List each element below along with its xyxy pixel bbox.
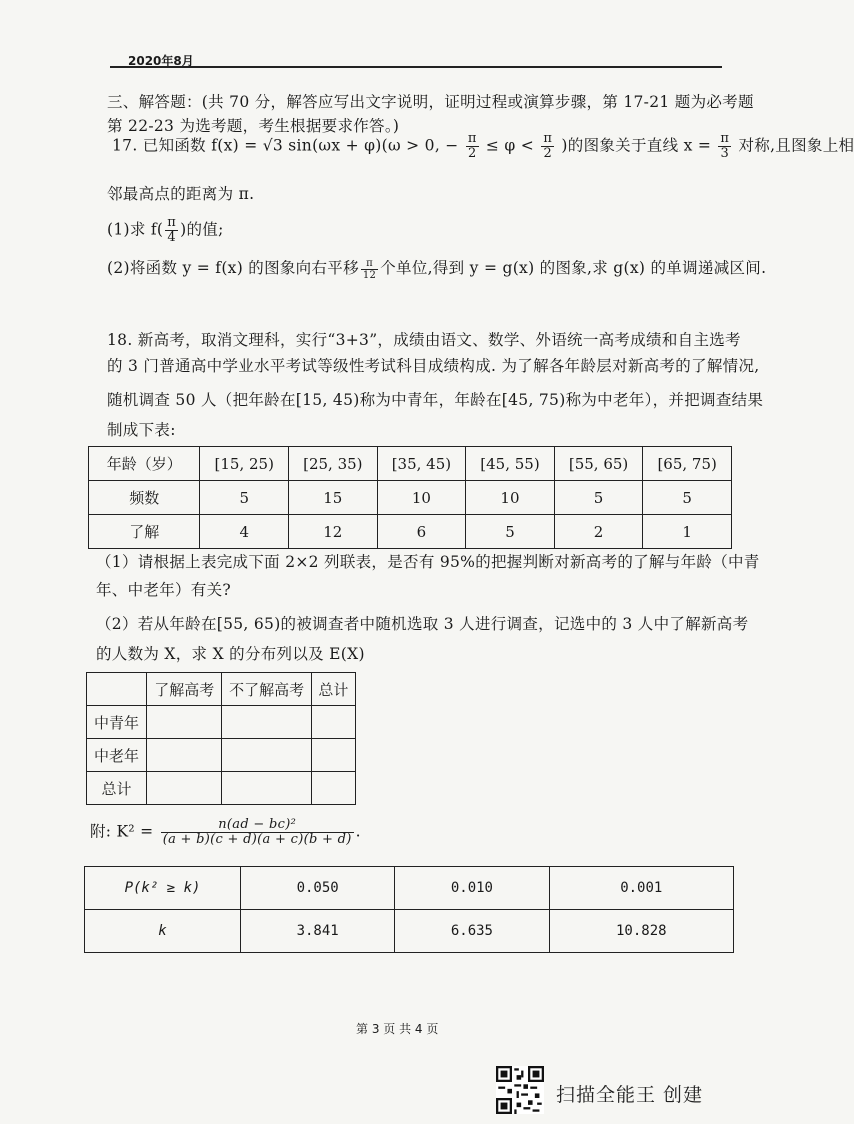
table-cell: 中青年 — [87, 706, 147, 739]
table-cell: 15 — [289, 481, 378, 515]
table-cell: [15, 25) — [200, 447, 289, 481]
table-cell: 10.828 — [549, 910, 733, 953]
table-cell — [146, 706, 222, 739]
q17-stem — [112, 132, 854, 161]
q17-frac-pi-over-2-a — [466, 132, 479, 161]
formula-denominator: (a + b)(c + d)(a + c)(b + d) — [162, 832, 352, 847]
frac-num: π — [361, 258, 378, 270]
table-cell: 3.841 — [241, 910, 395, 953]
frac-num: π — [720, 131, 730, 146]
q18-line3: 随机调查 50 人（把年龄在[15, 45)称为中青年，年龄在[45, 75)称为中老年），并把调查结果 — [107, 391, 764, 409]
table-cell: 6 — [377, 515, 466, 549]
q18-line2: 的 3 门普通高中学业水平考试等级性考试科目成绩构成. 为了解各年龄层对新高考的了解情况, — [107, 357, 760, 375]
table-cell — [222, 739, 311, 772]
table-cell: 5 — [554, 481, 643, 515]
table-cell: 5 — [643, 481, 732, 515]
frac-den: 2 — [467, 146, 477, 161]
q17-stem-part1: 17. 已知函数 f(x) = √3 sin(ωx + φ)(ω > 0, − — [112, 136, 459, 155]
table-row — [87, 739, 356, 772]
frac-num: π — [543, 131, 553, 146]
q17-frac-pi-over-4 — [165, 216, 178, 245]
frac-den: 3 — [720, 146, 730, 161]
table-row — [89, 447, 732, 481]
section-heading-line1: 三、解答题：(共 70 分，解答应写出文字说明，证明过程或演算步骤，第 17-21 题为必考题 — [107, 93, 754, 111]
formula-end: . — [355, 822, 361, 841]
q17-frac-pi-over-2-b — [541, 132, 554, 161]
table-row — [87, 772, 356, 805]
table-cell: [55, 65) — [554, 447, 643, 481]
table-cell: P(k² ≥ k) — [85, 867, 241, 910]
table-cell: 0.050 — [241, 867, 395, 910]
frac-num: π — [167, 215, 177, 230]
table-cell: 年龄（岁） — [89, 447, 200, 481]
frac-den: 2 — [543, 146, 553, 161]
table-cell: [35, 45) — [377, 447, 466, 481]
table-cell: 中老年 — [87, 739, 147, 772]
formula-prefix: 附: K² = — [90, 822, 154, 841]
age-survey-table — [88, 446, 732, 549]
q17-sub2-b: 个单位,得到 y = g(x) 的图象,求 g(x) 的单调递减区间. — [380, 259, 767, 277]
table-cell: 5 — [466, 515, 555, 549]
formula-numerator: n(ad − bc)² — [161, 818, 354, 833]
table-cell: 了解 — [89, 515, 200, 549]
table-cell: 不了解高考 — [222, 673, 311, 706]
table-cell — [146, 739, 222, 772]
q18-line4: 制成下表: — [107, 421, 176, 439]
table-cell: 频数 — [89, 481, 200, 515]
frac-num: π — [467, 131, 477, 146]
table-cell — [311, 739, 355, 772]
scanner-brand-label: 扫描全能王 创建 — [556, 1084, 704, 1106]
table-row — [89, 481, 732, 515]
q18-sub1-line2: 年、中老年）有关? — [96, 581, 232, 599]
q17-sub1-a: (1)求 f( — [107, 220, 164, 239]
table-cell: 5 — [200, 481, 289, 515]
table-cell — [311, 706, 355, 739]
table-cell: 2 — [554, 515, 643, 549]
table-row — [89, 515, 732, 549]
q18-line1: 18. 新高考，取消文理科，实行“3+3”，成绩由语文、数学、外语统一高考成绩和自主选考 — [107, 331, 741, 349]
q17-stem-part4: 对称,且图象上相 — [738, 136, 854, 155]
q17-frac-pi-over-12 — [361, 258, 378, 281]
table-cell — [87, 673, 147, 706]
frac-den: 12 — [362, 269, 377, 281]
q17-stem-line2: 邻最高点的距离为 π. — [107, 185, 255, 203]
table-cell: 10 — [466, 481, 555, 515]
table-cell — [311, 772, 355, 805]
table-row — [87, 706, 356, 739]
contingency-table — [86, 672, 356, 805]
q17-stem-part3: )的图象关于直线 x = — [561, 136, 712, 155]
table-cell: [25, 35) — [289, 447, 378, 481]
table-cell — [146, 772, 222, 805]
qr-code-icon — [496, 1066, 544, 1114]
table-cell: 6.635 — [395, 910, 549, 953]
table-row — [85, 910, 734, 953]
header-date: 2020年8月 — [128, 54, 194, 68]
table-cell: 0.010 — [395, 867, 549, 910]
table-cell — [222, 772, 311, 805]
formula-fraction — [161, 818, 354, 847]
q17-stem-part2: ≤ φ < — [485, 136, 535, 155]
table-row — [85, 867, 734, 910]
frac-den: 4 — [167, 230, 176, 245]
table-cell: 总计 — [311, 673, 355, 706]
table-cell: 了解高考 — [146, 673, 222, 706]
q18-sub2-line1: （2）若从年龄在[55, 65)的被调查者中随机选取 3 人进行调查，记选中的 3 人中了解新高考 — [96, 615, 749, 633]
q17-frac-pi-over-3 — [718, 132, 731, 161]
table-cell: [45, 55) — [466, 447, 555, 481]
table-cell: 1 — [643, 515, 732, 549]
critical-values-table — [84, 866, 734, 953]
q17-sub1-b: )的值; — [180, 220, 224, 239]
q17-sub1 — [107, 216, 224, 245]
header-rule — [110, 66, 722, 68]
q17-sub2 — [107, 256, 766, 281]
table-cell: 10 — [377, 481, 466, 515]
table-row — [87, 673, 356, 706]
table-cell: 0.001 — [549, 867, 733, 910]
table-cell — [222, 706, 311, 739]
table-cell: 12 — [289, 515, 378, 549]
q17-sub2-a: (2)将函数 y = f(x) 的图象向右平移 — [107, 259, 359, 277]
page-footer: 第 3 页 共 4 页 — [356, 1022, 439, 1036]
k-squared-formula — [90, 818, 361, 847]
q18-sub2-line2: 的人数为 X，求 X 的分布列以及 E(X) — [96, 645, 365, 663]
table-cell: k — [85, 910, 241, 953]
section-heading-line2: 第 22-23 为选考题，考生根据要求作答。) — [107, 117, 400, 135]
q18-sub1-line1: （1）请根据上表完成下面 2×2 列联表，是否有 95%的把握判断对新高考的了解与年龄（中青 — [96, 553, 760, 571]
table-cell: [65, 75) — [643, 447, 732, 481]
table-cell: 总计 — [87, 772, 147, 805]
table-cell: 4 — [200, 515, 289, 549]
